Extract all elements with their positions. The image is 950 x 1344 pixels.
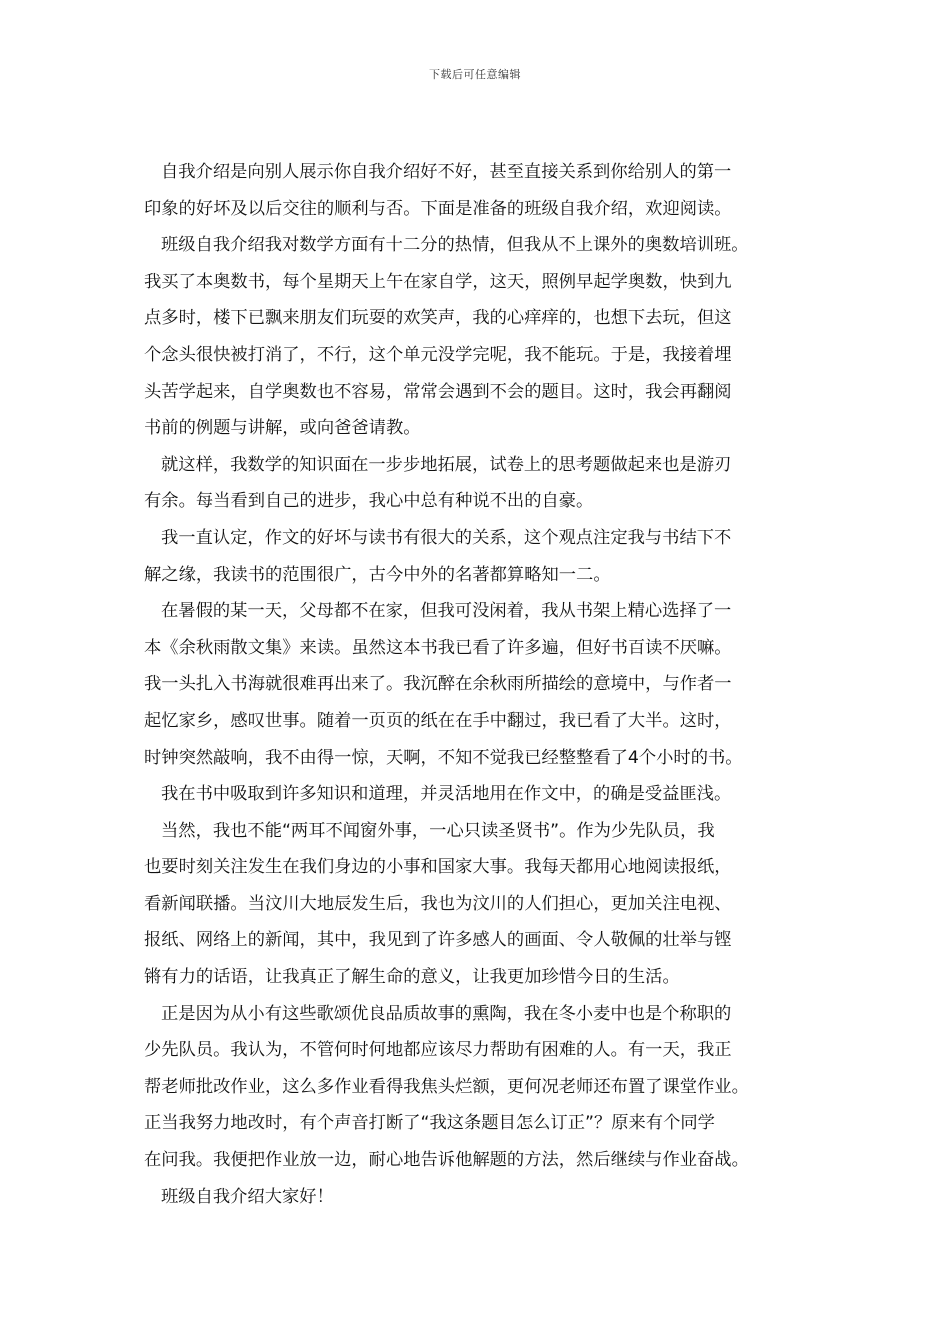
page-header: 下载后可任意编辑 xyxy=(429,68,521,81)
text-line: 在暑假的某一天，父母都不在家，但我可没闲着，我从书架上精心选择了一 xyxy=(161,601,732,622)
text-line: 时钟突然敲响，我不由得一惊，天啊，不知不觉我已经整整看了4个小时的书。 xyxy=(144,747,743,768)
text-line: 点多时，楼下已飘来朋友们玩耍的欢笑声，我的心痒痒的，也想下去玩，但这 xyxy=(144,308,732,329)
text-line: 个念头很快被打消了，不行，这个单元没学完呢，我不能玩。于是，我接着埋 xyxy=(144,344,732,365)
text-line: 我买了本奥数书，每个星期天上午在家自学，这天，照例早起学奥数，快到九 xyxy=(144,271,732,292)
text-line: 有余。每当看到自己的进步，我心中总有种说不出的自豪。 xyxy=(144,491,594,512)
text-line: 书前的例题与讲解，或向爸爸请教。 xyxy=(144,418,421,439)
text-line: 解之缘，我读书的范围很广，古今中外的名著都算略知一二。 xyxy=(144,564,611,585)
text-line: 帮老师批改作业，这么多作业看得我焦头烂额，更何况老师还布置了课堂作业。 xyxy=(144,1076,749,1097)
text-line: 头苦学起来，自学奥数也不容易，常常会遇到不会的题目。这时，我会再翻阅 xyxy=(144,381,732,402)
text-line: 在问我。我便把作业放一边，耐心地告诉他解题的方法，然后继续与作业奋战。 xyxy=(144,1150,749,1171)
text-line: 班级自我介绍大家好！ xyxy=(161,1186,334,1207)
document-body xyxy=(144,154,810,1215)
text-line: 少先队员。我认为，不管何时何地都应该尽力帮助有困难的人。有一天，我正 xyxy=(144,1040,732,1061)
text-line: 印象的好坏及以后交往的顺利与否。下面是准备的班级自我介绍，欢迎阅读。 xyxy=(144,198,732,219)
text-line: 我一头扎入书海就很难再出来了。我沉醉在余秋雨所描绘的意境中，与作者一 xyxy=(144,674,732,695)
text-line: 自我介绍是向别人展示你自我介绍好不好，甚至直接关系到你给别人的第一 xyxy=(161,162,732,182)
text-line: 当然，我也不能“两耳不闻窗外事，一心只读圣贤书”。作为少先队员，我 xyxy=(161,820,715,841)
text-line: 锵有力的话语，让我真正了解生命的意义，让我更加珍惜今日的生活。 xyxy=(144,967,680,988)
text-line: 本《余秋雨散文集》来读。虽然这本书我已看了许多遍，但好书百读不厌嘛。 xyxy=(144,637,732,658)
text-line: 就这样，我数学的知识面在一步步地拓展，试卷上的思考题做起来也是游刃 xyxy=(161,454,732,475)
text-line: 看新闻联播。当汶川大地辰发生后，我也为汶川的人们担心，更加关注电视、 xyxy=(144,893,732,914)
text-line: 我一直认定，作文的好坏与读书有很大的关系，这个观点注定我与书结下不 xyxy=(161,527,732,548)
text-line: 也要时刻关注发生在我们身边的小事和国家大事。我每天都用心地阅读报纸， xyxy=(144,857,732,878)
text-line: 正是因为从小有这些歌颂优良品质故事的熏陶，我在冬小麦中也是个称职的 xyxy=(161,1003,732,1024)
text-line: 起忆家乡，感叹世事。随着一页页的纸在在手中翻过，我已看了大半。这时， xyxy=(144,710,732,731)
text-line: 正当我努力地改时，有个声音打断了“我这条题目怎么订正”？原来有个同学 xyxy=(144,1113,715,1134)
text-line: 我在书中吸取到许多知识和道理，并灵活地用在作文中，的确是受益匪浅。 xyxy=(161,784,732,805)
text-line: 班级自我介绍我对数学方面有十二分的热情，但我从不上课外的奥数培训班。 xyxy=(161,235,749,256)
text-line: 报纸、网络上的新闻，其中，我见到了许多感人的画面、令人敬佩的壮举与铿 xyxy=(144,930,732,951)
